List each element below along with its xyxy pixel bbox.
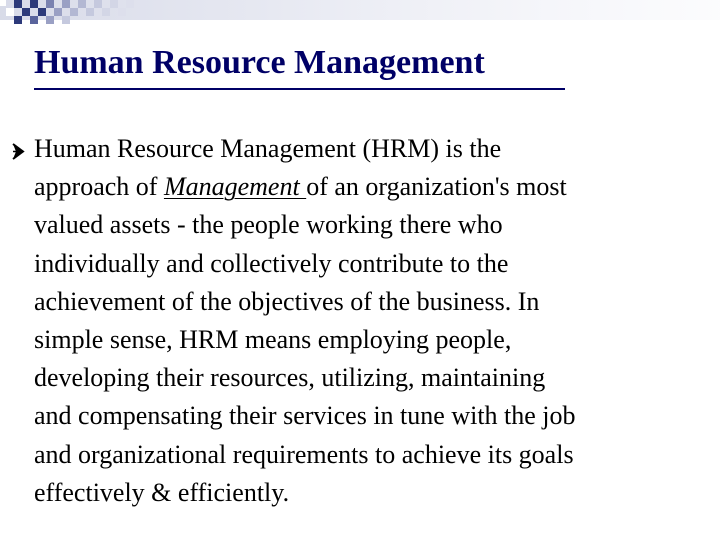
- paragraph-line: [34, 168, 702, 206]
- paragraph-line: simple sense, HRM means employing people,: [34, 325, 512, 355]
- paragraph-text: of an organization's most: [306, 172, 567, 202]
- paragraph-line: valued assets - the people working there who: [34, 210, 503, 240]
- paragraph-line: achievement of the objectives of the business. In: [34, 286, 540, 316]
- title-underline: [34, 88, 565, 90]
- paragraph-line: individually and collectively contribute to the: [34, 248, 509, 278]
- arrow-bullet-icon: [10, 143, 27, 160]
- paragraph-text: approach of: [34, 172, 164, 202]
- paragraph-line: Human Resource Management (HRM) is the: [34, 134, 502, 163]
- management-link[interactable]: Management: [163, 172, 307, 202]
- paragraph-line: and compensating their services in tune with the job: [34, 401, 576, 431]
- paragraph-line: and organizational requirements to achieve its goals: [34, 439, 574, 469]
- paragraph-line: effectively & efficiently.: [34, 477, 290, 507]
- paragraph-line: developing their resources, utilizing, maintaining: [34, 363, 546, 393]
- checkered-corner-decoration: [0, 0, 720, 40]
- hrm-definition-paragraph: [34, 130, 702, 512]
- slide-title: Human Resource Management: [34, 44, 485, 81]
